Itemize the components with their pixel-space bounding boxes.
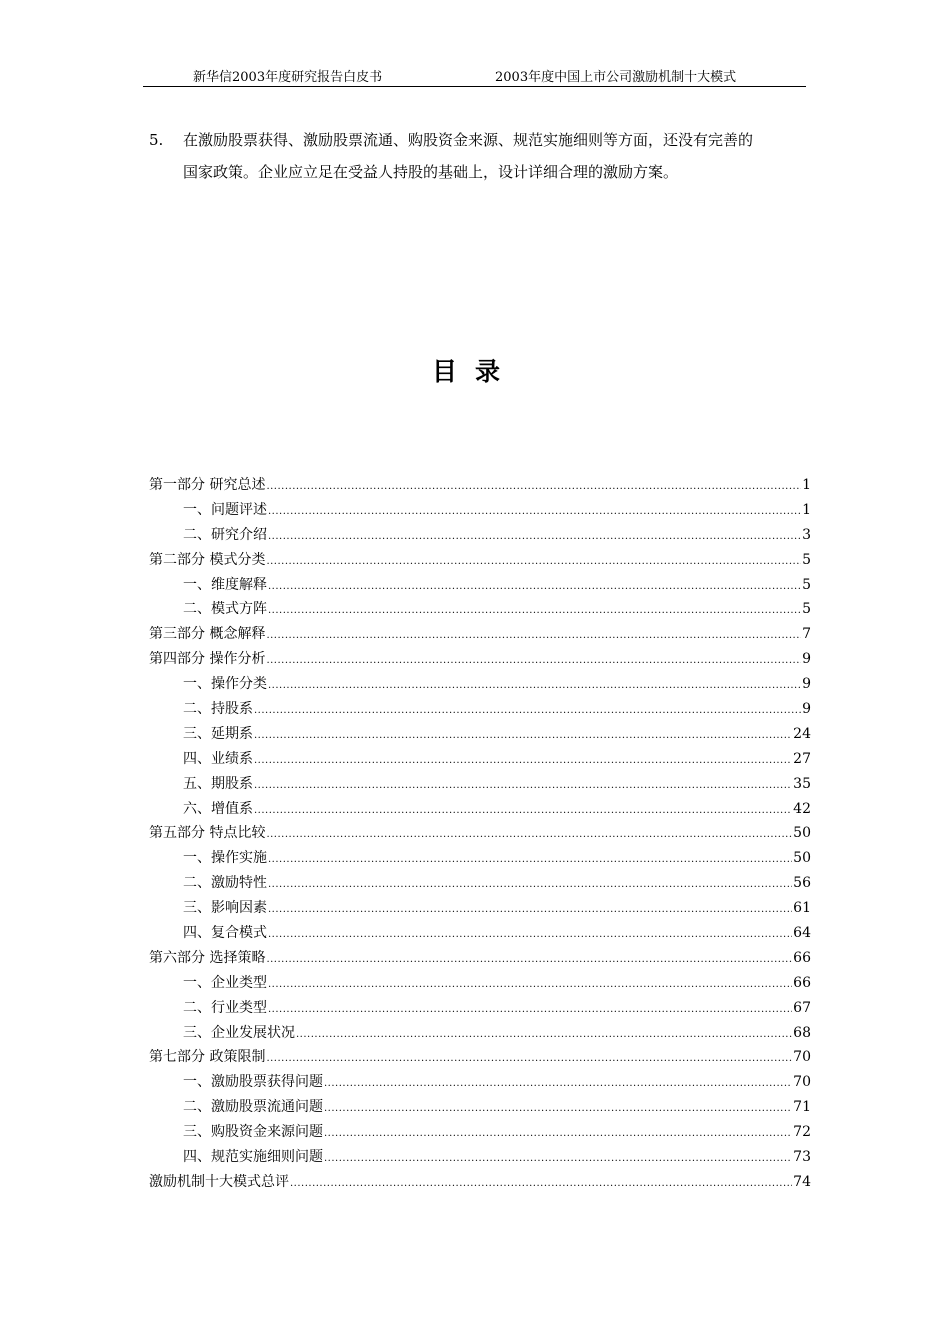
- toc-entry-label: 一、维度解释: [183, 576, 267, 593]
- toc-entry-page: 67: [793, 999, 811, 1016]
- toc-leader-dots: [268, 971, 792, 996]
- toc-entry[interactable]: [149, 1120, 811, 1145]
- toc-leader-dots: [268, 921, 792, 946]
- toc-entry-page: 71: [793, 1099, 811, 1116]
- toc-entry[interactable]: [149, 473, 811, 498]
- toc-leader-dots: [266, 647, 801, 672]
- toc-entry-label: 二、持股系: [183, 701, 253, 718]
- table-of-contents: [149, 473, 811, 1195]
- toc-entry[interactable]: [149, 946, 811, 971]
- toc-entry-page: 70: [793, 1049, 811, 1066]
- toc-entry[interactable]: [149, 672, 811, 697]
- toc-entry[interactable]: [149, 647, 811, 672]
- toc-entry[interactable]: [149, 1145, 811, 1170]
- toc-entry-page: 66: [793, 974, 811, 991]
- toc-entry-page: 70: [793, 1074, 811, 1091]
- toc-entry-label: 第三部分 概念解释: [149, 626, 266, 643]
- toc-entry[interactable]: [149, 573, 811, 598]
- toc-entry-label: 第一部分 研究总述: [149, 477, 266, 493]
- toc-leader-dots: [268, 573, 801, 598]
- toc-entry-page: 3: [802, 526, 811, 543]
- page-header: [143, 66, 806, 87]
- toc-entry[interactable]: [149, 697, 811, 722]
- toc-entry[interactable]: [149, 747, 811, 772]
- toc-entry-label: 二、模式方阵: [183, 601, 267, 618]
- toc-leader-dots: [266, 821, 792, 846]
- toc-entry-label: 三、延期系: [183, 725, 253, 742]
- paragraph-number: 5.: [149, 131, 164, 149]
- toc-entry[interactable]: [149, 523, 811, 548]
- toc-entry-page: 50: [793, 825, 811, 842]
- toc-entry[interactable]: [149, 597, 811, 622]
- toc-leader-dots: [268, 523, 801, 548]
- toc-entry-page: 9: [802, 701, 811, 718]
- toc-leader-dots: [290, 1170, 792, 1195]
- toc-entry-page: 66: [793, 949, 811, 966]
- toc-entry[interactable]: [149, 1095, 811, 1120]
- header-left-text: 新华信2003年度研究报告白皮书: [193, 70, 383, 85]
- toc-entry-label: 第七部分 政策限制: [149, 1049, 266, 1066]
- toc-leader-dots: [266, 1045, 792, 1070]
- toc-entry[interactable]: [149, 921, 811, 946]
- toc-leader-dots: [254, 772, 792, 797]
- toc-entry-label: 二、激励特性: [183, 875, 267, 892]
- toc-entry-page: 24: [793, 725, 811, 742]
- toc-leader-dots: [268, 871, 792, 896]
- toc-entry-label: 第二部分 模式分类: [149, 551, 266, 568]
- toc-entry-label: 一、操作实施: [183, 850, 267, 867]
- toc-entry-page: 61: [793, 900, 811, 917]
- toc-entry-page: 27: [793, 750, 811, 767]
- toc-entry-page: 1: [802, 477, 811, 493]
- toc-entry[interactable]: [149, 797, 811, 822]
- toc-entry-label: 激励机制十大模式总评: [149, 1173, 289, 1190]
- toc-leader-dots: [324, 1095, 792, 1120]
- toc-entry[interactable]: [149, 1170, 811, 1195]
- toc-entry-label: 六、增值系: [183, 800, 253, 817]
- toc-entry-label: 一、激励股票获得问题: [183, 1074, 323, 1091]
- toc-entry-label: 二、研究介绍: [183, 526, 267, 543]
- toc-leader-dots: [268, 672, 801, 697]
- toc-entry[interactable]: [149, 1021, 811, 1046]
- toc-entry-page: 64: [793, 925, 811, 942]
- toc-entry[interactable]: [149, 622, 811, 647]
- toc-entry[interactable]: [149, 722, 811, 747]
- paragraph-line-2: 国家政策。企业应立足在受益人持股的基础上，设计详细合理的激励方案。: [183, 163, 679, 181]
- toc-entry-page: 5: [802, 551, 811, 568]
- paragraph-line-1: 在激励股票获得、激励股票流通、购股资金来源、规范实施细则等方面，还没有完善的: [183, 131, 754, 149]
- toc-leader-dots: [266, 946, 792, 971]
- toc-leader-dots: [254, 797, 792, 822]
- toc-entry-label: 二、激励股票流通问题: [183, 1099, 323, 1116]
- toc-leader-dots: [254, 747, 792, 772]
- toc-entry-label: 五、期股系: [183, 775, 253, 792]
- toc-entry-label: 四、规范实施细则问题: [183, 1149, 323, 1166]
- toc-entry[interactable]: [149, 846, 811, 871]
- toc-leader-dots: [324, 1120, 792, 1145]
- toc-entry[interactable]: [149, 821, 811, 846]
- toc-title: 目录: [431, 357, 518, 386]
- toc-entry-label: 第四部分 操作分析: [149, 651, 266, 668]
- toc-leader-dots: [324, 1070, 792, 1095]
- header-right-text: 2003年度中国上市公司激励机制十大模式: [495, 70, 737, 85]
- toc-leader-dots: [268, 597, 801, 622]
- toc-entry[interactable]: [149, 896, 811, 921]
- toc-leader-dots: [268, 896, 792, 921]
- toc-entry-page: 7: [802, 626, 811, 643]
- toc-entry-page: 50: [793, 850, 811, 867]
- toc-entry-page: 72: [793, 1124, 811, 1141]
- toc-leader-dots: [266, 473, 801, 498]
- toc-entry[interactable]: [149, 1070, 811, 1095]
- toc-leader-dots: [266, 548, 801, 573]
- toc-leader-dots: [268, 996, 792, 1021]
- toc-entry-page: 5: [802, 576, 811, 593]
- toc-leader-dots: [266, 622, 801, 647]
- toc-entry-page: 73: [793, 1149, 811, 1166]
- toc-entry-page: 74: [793, 1173, 811, 1190]
- toc-entry-label: 第六部分 选择策略: [149, 949, 266, 966]
- toc-leader-dots: [268, 498, 801, 523]
- toc-entry-page: 9: [802, 676, 811, 693]
- toc-entry-label: 三、影响因素: [183, 900, 267, 917]
- toc-entry[interactable]: [149, 1045, 811, 1070]
- toc-entry-label: 四、业绩系: [183, 750, 253, 767]
- toc-entry-label: 三、企业发展状况: [183, 1024, 295, 1041]
- toc-entry-page: 42: [793, 800, 811, 817]
- toc-entry-label: 四、复合模式: [183, 925, 267, 942]
- toc-leader-dots: [254, 722, 792, 747]
- toc-entry[interactable]: [149, 548, 811, 573]
- toc-entry-page: 9: [802, 651, 811, 668]
- toc-entry[interactable]: [149, 871, 811, 896]
- toc-entry[interactable]: [149, 996, 811, 1021]
- toc-entry-page: 1: [802, 501, 811, 518]
- toc-entry-label: 一、企业类型: [183, 974, 267, 991]
- toc-leader-dots: [296, 1021, 792, 1046]
- toc-entry-label: 二、行业类型: [183, 999, 267, 1016]
- toc-leader-dots: [254, 697, 801, 722]
- toc-entry-page: 68: [793, 1024, 811, 1041]
- toc-entry[interactable]: [149, 971, 811, 996]
- toc-entry-label: 一、操作分类: [183, 676, 267, 693]
- toc-entry[interactable]: [149, 772, 811, 797]
- toc-leader-dots: [324, 1145, 792, 1170]
- toc-entry-page: 56: [793, 875, 811, 892]
- toc-entry[interactable]: [149, 498, 811, 523]
- toc-entry-label: 一、问题评述: [183, 501, 267, 518]
- toc-entry-page: 35: [793, 775, 811, 792]
- toc-entry-label: 第五部分 特点比较: [149, 825, 266, 842]
- toc-entry-label: 三、购股资金来源问题: [183, 1124, 323, 1141]
- toc-entry-page: 5: [802, 601, 811, 618]
- toc-leader-dots: [268, 846, 792, 871]
